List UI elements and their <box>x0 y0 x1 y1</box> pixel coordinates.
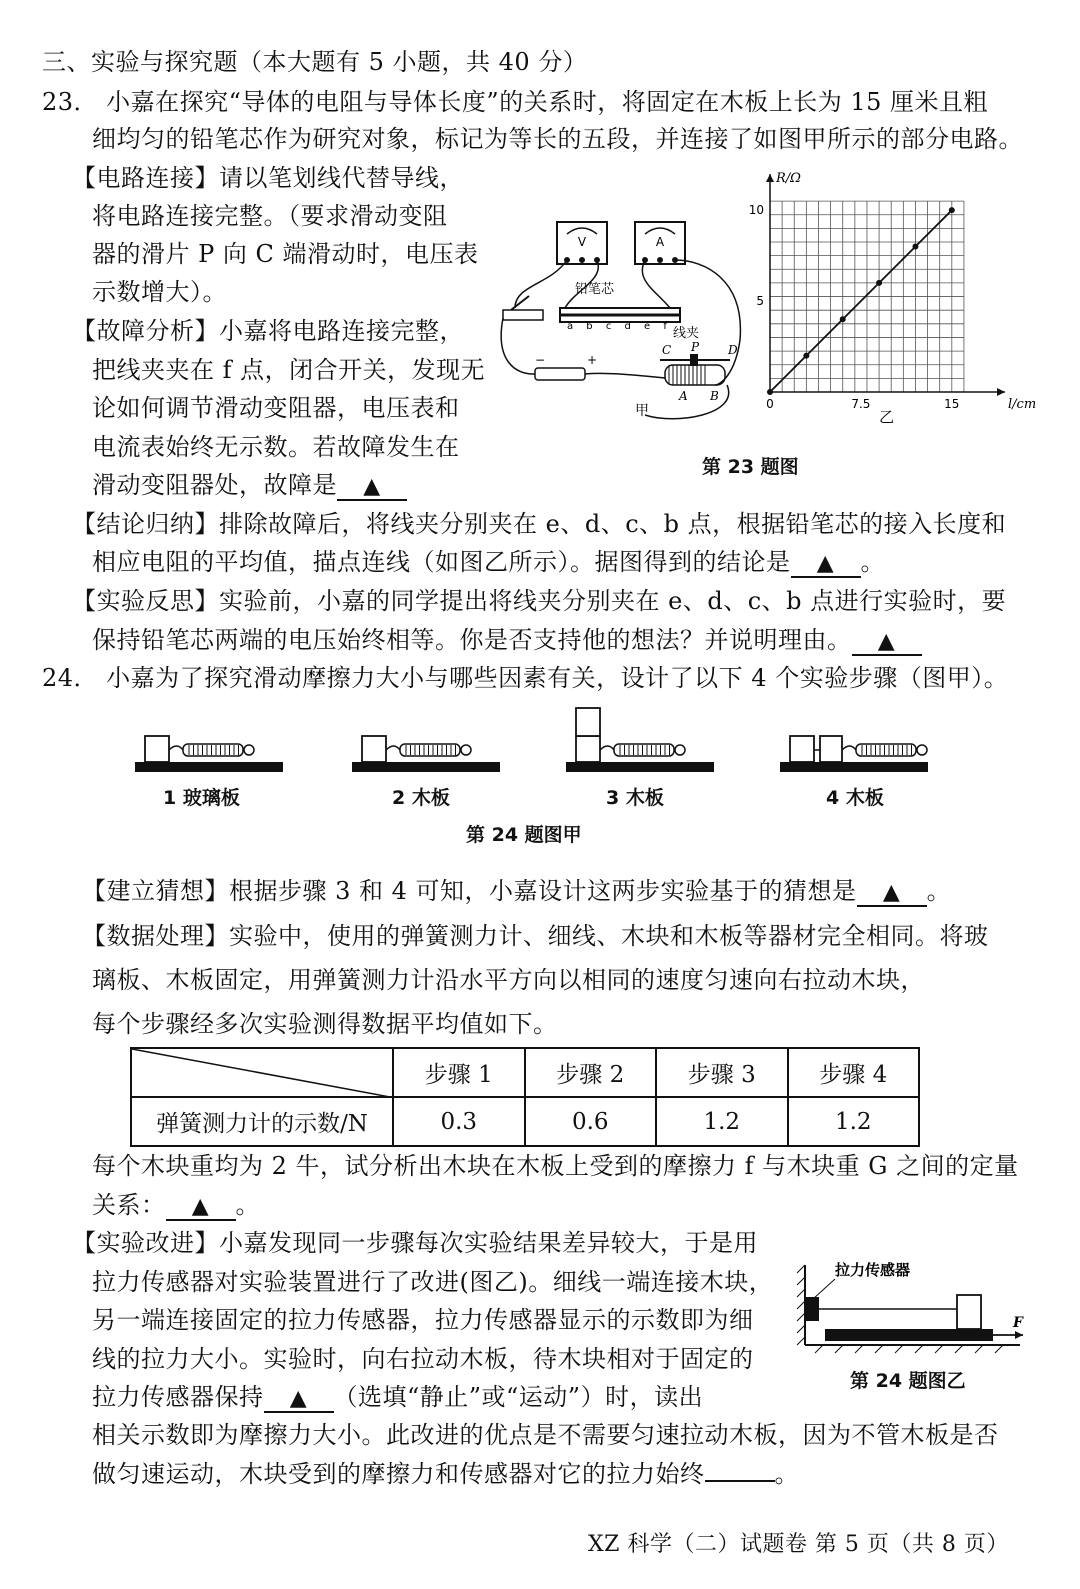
y-tick-label: 10 <box>748 203 764 218</box>
q24-hypothesis: 【建立猜想】根据步骤 3 和 4 可知，小嘉设计这两步实验基于的猜想是 ▲ 。 <box>82 877 952 905</box>
svg-text:V: V <box>577 235 587 249</box>
terminal-d: D <box>728 343 738 357</box>
q23-reflection-1: 【实验反思】实验前，小嘉的同学提出将线夹分别夹在 e、d、c、b 点进行实验时，要 <box>72 587 1007 615</box>
table-row <box>131 1097 919 1146</box>
setup-label-1: 1 玻璃板 <box>163 787 240 809</box>
q23-fault-3: 论如何调节滑动变阻器，电压表和 <box>92 394 460 422</box>
q23-circuit-4: 示数增大）。 <box>92 278 227 306</box>
scale-ring <box>917 745 927 755</box>
scale-ring <box>244 745 254 755</box>
data-point <box>840 316 846 322</box>
q23-fault-5-text: 滑动变阻器处，故障是 <box>92 471 337 499</box>
battery-plus: + <box>587 353 598 367</box>
answer-blank[interactable] <box>705 1480 775 1482</box>
figure-yi-label: 乙 <box>879 408 895 426</box>
resistance-length-chart <box>745 171 1037 426</box>
friction-setups <box>100 700 1060 780</box>
answer-blank[interactable]: ▲ <box>852 630 922 656</box>
q24-line-1: 24． 小嘉为了探究滑动摩擦力大小与哪些因素有关，设计了以下 4 个实验步骤（图甲）。 <box>42 664 1009 692</box>
wood-board-icon <box>825 1329 993 1341</box>
data-point <box>949 207 955 213</box>
wood-block <box>820 736 842 762</box>
battery-minus: − <box>535 353 546 367</box>
setup-label-4: 4 木板 <box>826 787 884 809</box>
q24-improve-7: 做匀速运动，木块受到的摩擦力和传感器对它的拉力始终 。 <box>92 1460 799 1488</box>
answer-blank[interactable]: ▲ <box>791 552 861 578</box>
q23-line-1: 23． 小嘉在探究“导体的电阻与导体长度”的关系时，将固定在木板上长为 15 厘米且粗 <box>42 88 989 116</box>
q24-improve-5 <box>92 1383 703 1413</box>
table-header-row <box>131 1048 919 1097</box>
q24-improve-1: 【实验改进】小嘉发现同一步骤每次实验结果差异较大，于是用 <box>72 1229 758 1257</box>
wood-block <box>362 736 386 762</box>
force-label: F <box>1013 1315 1023 1331</box>
terminal-b: B <box>710 389 719 403</box>
table-header: 步骤 4 <box>788 1048 920 1097</box>
q23-circuit-1: 【电路连接】请以笔划线代替导线， <box>72 164 464 192</box>
q23-conclusion-1: 【结论归纳】排除故障后，将线夹分别夹在 e、d、c、b 点，根据铅笔芯的接入长度和 <box>72 510 1007 538</box>
y-tick-label: 5 <box>756 294 764 309</box>
string <box>386 746 400 750</box>
wood-block <box>790 736 814 762</box>
q23-fault-5 <box>92 471 407 501</box>
rheostat-icon <box>665 365 725 385</box>
q24-improve-6: 相关示数即为摩擦力大小。此改进的优点是不需要匀速拉动木板，因为不管木板是否 <box>92 1421 999 1449</box>
q24-improve-7-text: 做匀速运动，木块受到的摩擦力和传感器对它的拉力始终 <box>92 1460 705 1488</box>
x-tick-label: 7.5 <box>851 397 871 411</box>
x-axis-arrow <box>997 388 1005 396</box>
wood-block <box>576 708 600 736</box>
battery-icon <box>535 368 585 380</box>
string <box>842 746 856 750</box>
wood-block-icon <box>957 1295 981 1329</box>
data-point <box>912 244 918 250</box>
pencil-lead-label: 铅笔芯 <box>575 282 615 297</box>
switch-icon <box>503 310 543 320</box>
q24-improve-2: 拉力传感器对实验装置进行了改进(图乙)。细线一端连接木块， <box>92 1268 774 1296</box>
data-point <box>803 353 809 359</box>
q23-reflection-2-text: 保持铅笔芯两端的电压始终相等。你是否支持他的想法？并说明理由。 <box>92 626 852 654</box>
terminal-c: C <box>662 343 672 357</box>
q24-data-2: 璃板、木板固定，用弹簧测力计沿水平方向以相同的速度匀速向右拉动木块， <box>92 966 925 994</box>
q23-circuit-3: 器的滑片 P 向 C 端滑动时，电压表 <box>92 240 479 268</box>
string <box>600 746 614 750</box>
board-3 <box>566 762 714 772</box>
q23-fault-4: 电流表始终无示数。若故障发生在 <box>92 433 460 461</box>
table-header: 步骤 1 <box>393 1048 525 1097</box>
board-4 <box>780 762 928 772</box>
board-1 <box>135 762 283 772</box>
q24-data-1: 【数据处理】实验中，使用的弹簧测力计、细线、木块和木板等器材完全相同。将玻 <box>82 922 989 950</box>
table-cell: 1.2 <box>788 1097 920 1146</box>
q23-conclusion-2: 相应电阻的平均值，描点连线（如图乙所示）。据图得到的结论是 ▲ 。 <box>92 548 885 576</box>
wood-block <box>576 736 600 762</box>
clip-label: 线夹 <box>673 326 700 341</box>
sensor-setup-diagram <box>795 1255 1035 1355</box>
scale-ring <box>675 745 685 755</box>
q23-fault-1: 【故障分析】小嘉将电路连接完整， <box>72 317 464 345</box>
q24-improve-4: 线的拉力大小。实验时，向右拉动木板，待木块相对于固定的 <box>92 1345 754 1373</box>
y-axis-arrow <box>766 174 774 182</box>
figure-24a-caption: 第 24 题图甲 <box>466 824 582 846</box>
table-cell: 0.3 <box>393 1097 525 1146</box>
table-row-label: 弹簧测力计的示数/N <box>131 1097 393 1146</box>
q23-conclusion-2-text: 相应电阻的平均值，描点连线（如图乙所示）。据图得到的结论是 <box>92 548 791 576</box>
terminal-a: A <box>679 389 688 403</box>
q23-line-2: 细均匀的铅笔芯作为研究对象，标记为等长的五段，并连接了如图甲所示的部分电路。 <box>92 125 1023 153</box>
table-cell: 1.2 <box>656 1097 788 1146</box>
q24-relation-1: 每个木块重均为 2 牛，试分析出木块在木板上受到的摩擦力 f 与木块重 G 之间的定量 <box>92 1152 1019 1180</box>
table-cell: 0.6 <box>525 1097 657 1146</box>
svg-text:A: A <box>655 235 665 249</box>
answer-blank[interactable]: ▲ <box>337 475 407 501</box>
table-corner-cell <box>131 1048 393 1097</box>
figure-24b-caption: 第 24 题图乙 <box>850 1370 966 1392</box>
circuit-diagram <box>495 200 755 430</box>
q24-relation-2: 关系： ▲ 。 <box>92 1191 260 1219</box>
q23-circuit-2: 将电路连接完整。（要求滑动变阻 <box>92 202 448 230</box>
answer-blank[interactable]: ▲ <box>857 881 927 907</box>
x-axis-label: l/cm <box>1008 397 1037 412</box>
data-point <box>767 389 773 395</box>
setup-label-2: 2 木板 <box>392 787 450 809</box>
section-title: 三、实验与探究题（本大题有 5 小题，共 40 分） <box>42 48 588 76</box>
scale-ring <box>461 745 471 755</box>
q24-improve-5a: 拉力传感器保持 <box>92 1383 264 1411</box>
slider-p: P <box>691 340 700 354</box>
data-point <box>876 280 882 286</box>
q24-improve-5b: （选填“静止”或“运动”）时，读出 <box>333 1383 704 1411</box>
string <box>169 746 183 750</box>
table-header: 步骤 3 <box>656 1048 788 1097</box>
page-footer: XZ 科学（二）试题卷 第 5 页（共 8 页） <box>588 1532 1009 1557</box>
y-axis-label: R/Ω <box>776 171 801 186</box>
table-header: 步骤 2 <box>525 1048 657 1097</box>
setup-label-3: 3 木板 <box>606 787 664 809</box>
x-tick-label: 15 <box>944 397 960 411</box>
x-tick-label: 0 <box>766 397 774 411</box>
q23-fault-2: 把线夹夹在 f 点，闭合开关，发现无 <box>92 356 486 384</box>
q24-improve-3: 另一端连接固定的拉力传感器，拉力传感器显示的示数即为细 <box>92 1306 754 1334</box>
sensor-label: 拉力传感器 <box>835 1261 911 1279</box>
answer-blank[interactable]: ▲ <box>166 1195 236 1221</box>
answer-blank[interactable]: ▲ <box>264 1387 334 1413</box>
measurement-table <box>130 1047 920 1147</box>
q24-data-3: 每个步骤经多次实验测得数据平均值如下。 <box>92 1010 558 1038</box>
figure-23-caption: 第 23 题图 <box>702 456 799 478</box>
q24-relation-2-text: 关系： <box>92 1191 166 1219</box>
figure-jia-label: 甲 <box>635 403 649 419</box>
force-sensor-icon <box>805 1297 819 1321</box>
board-2 <box>352 762 500 772</box>
segment-labels: a b c d e f <box>567 321 672 332</box>
q24-hypothesis-text: 【建立猜想】根据步骤 3 和 4 可知，小嘉设计这两步实验基于的猜想是 <box>82 877 857 905</box>
wood-block <box>145 736 169 762</box>
q23-reflection-2 <box>92 626 922 656</box>
